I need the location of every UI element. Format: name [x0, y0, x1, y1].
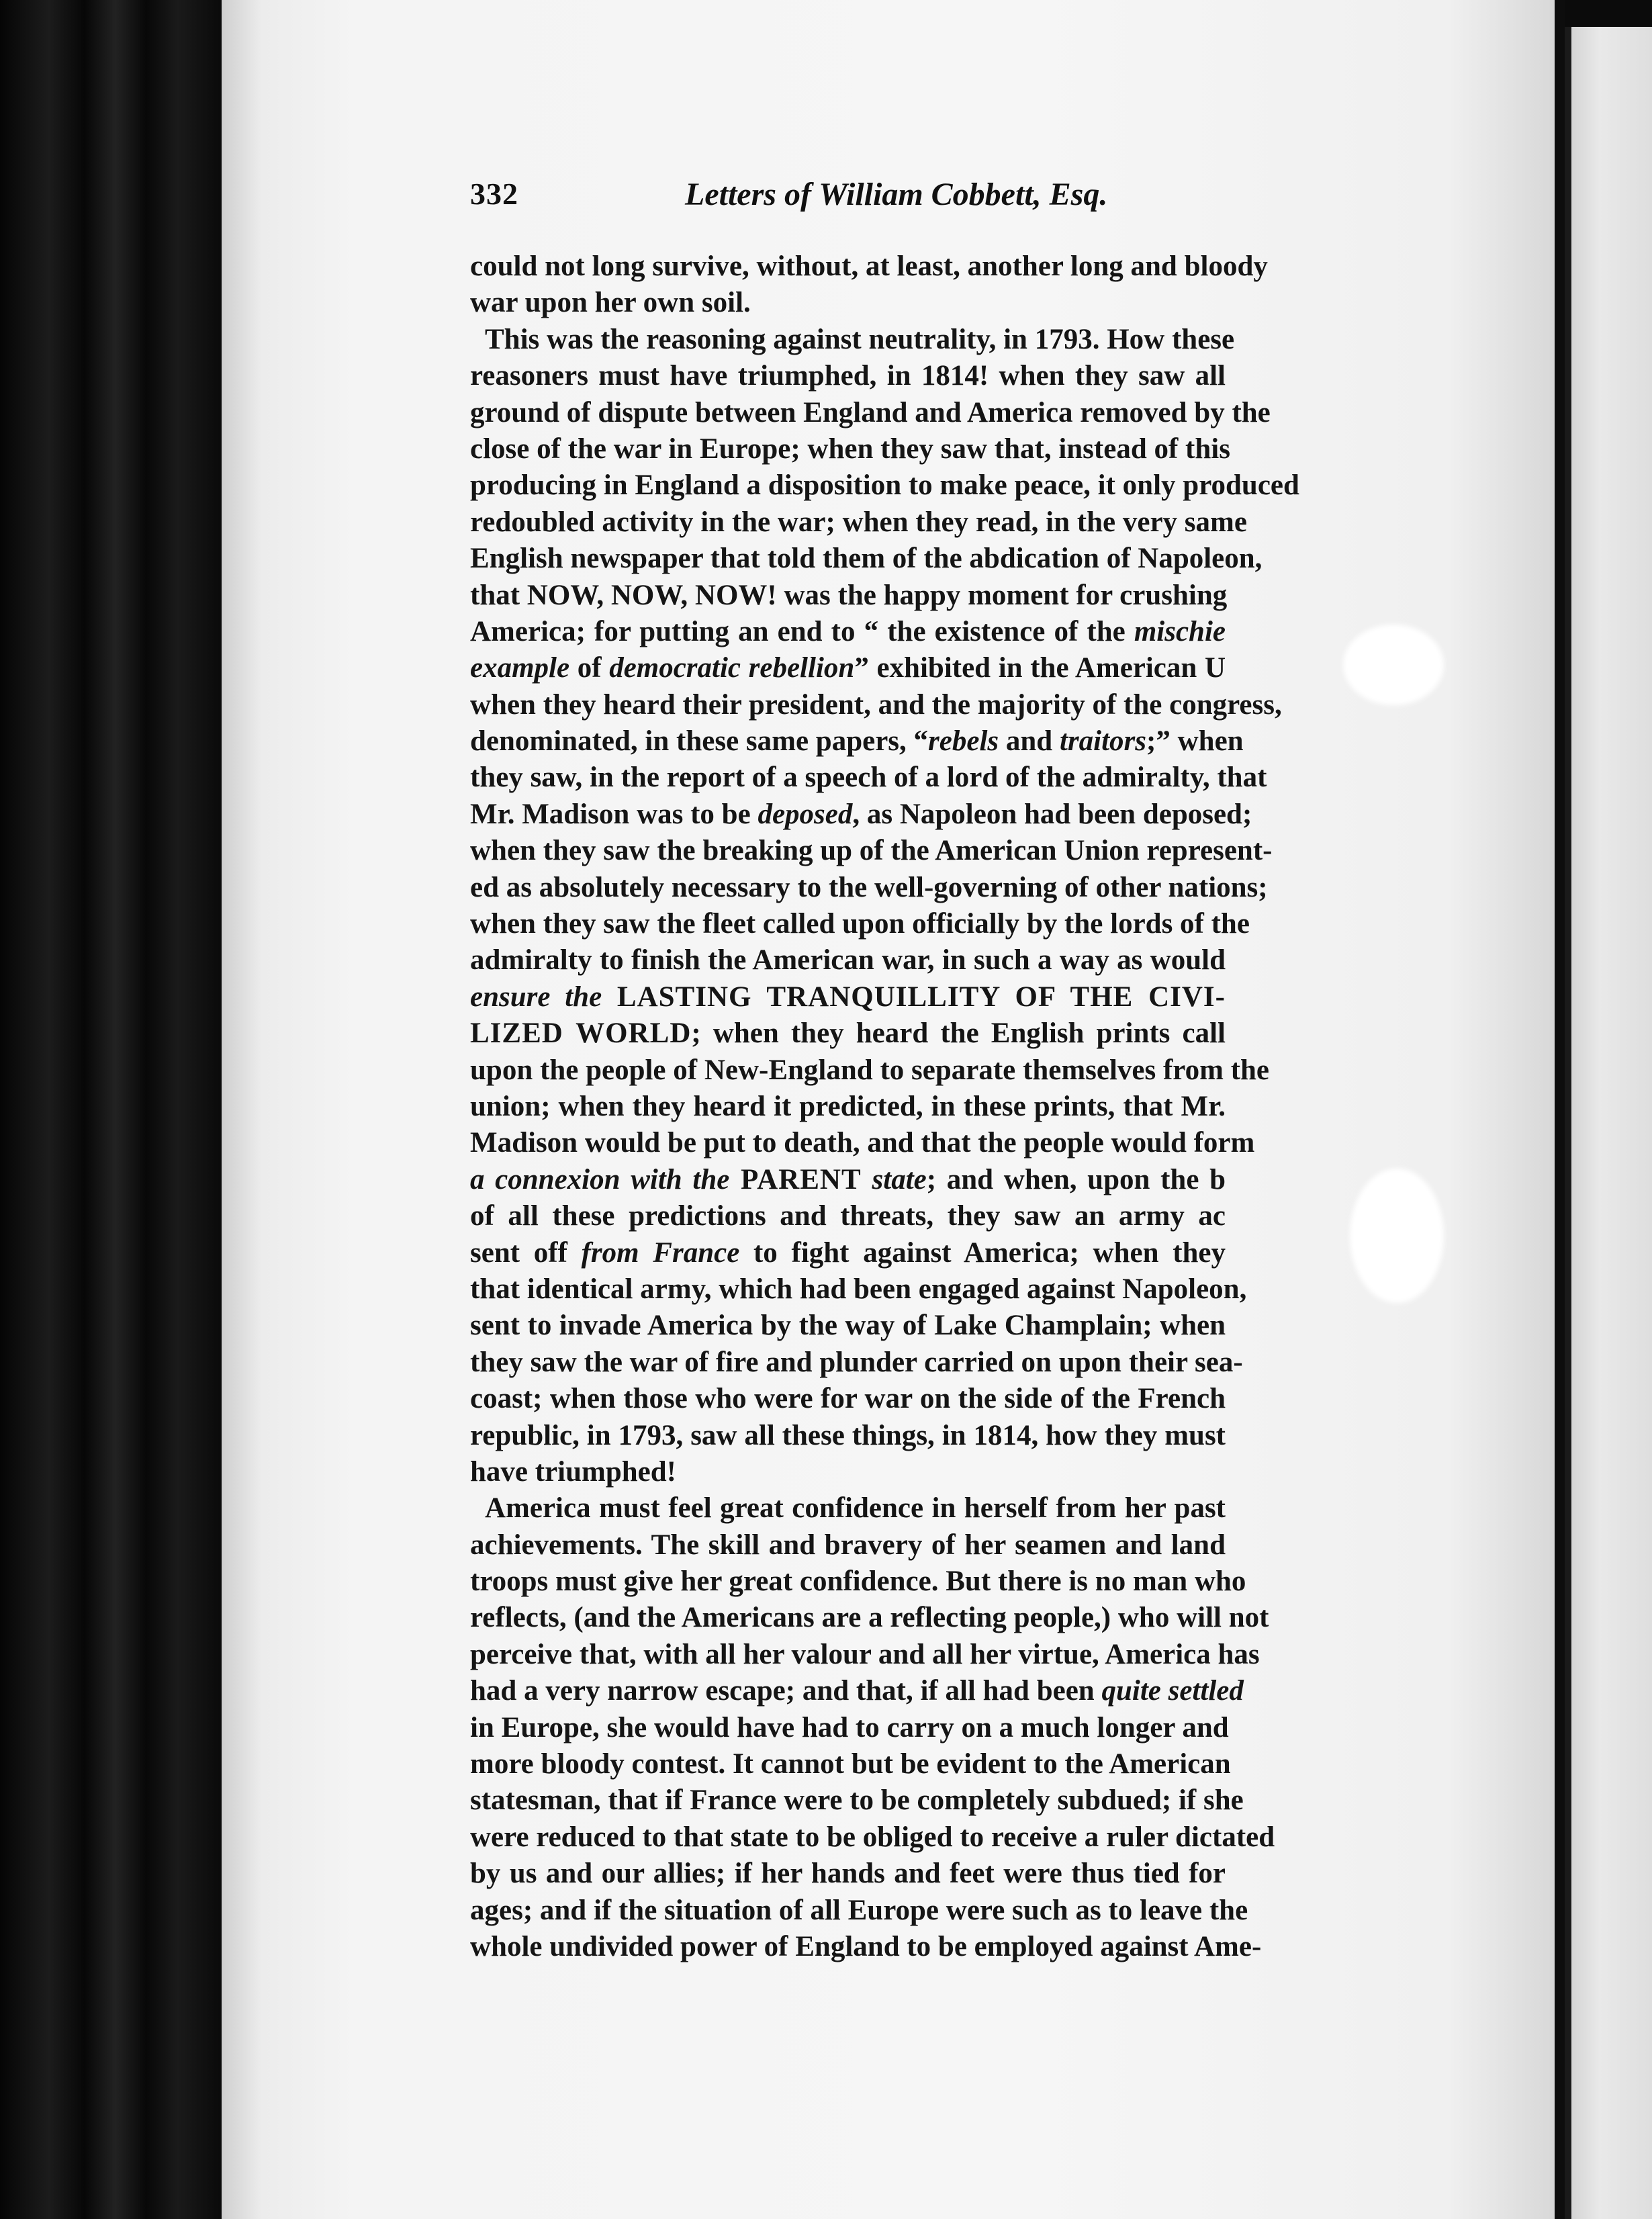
text-run: PARENT [729, 1163, 872, 1195]
text-run: achievements. The skill and bravery of her seamen and land [470, 1529, 1226, 1561]
text-run: producing in England a disposition to make peace, it only produced [470, 469, 1299, 502]
text-line [470, 1308, 1226, 1344]
text-run: ; when they heard the English prints call [691, 1017, 1226, 1050]
text-run: from France [581, 1236, 740, 1269]
text-line [470, 942, 1226, 979]
page-gutter [1555, 0, 1565, 2219]
text-line [470, 1893, 1248, 1929]
text-run: by us and our allies; if her hands and feet were thus tied for [470, 1858, 1226, 1890]
text-run: when they heard their president, and the majority of the congress, [470, 688, 1282, 721]
text-line [470, 833, 1273, 869]
text-line [470, 541, 1263, 577]
text-run: ground of dispute between England and America removed by the [470, 396, 1271, 428]
text-line [470, 285, 1226, 321]
text-run: ;” when [1146, 725, 1244, 758]
text-line [470, 1162, 1226, 1198]
text-line [470, 1564, 1246, 1600]
text-line [470, 1856, 1226, 1892]
text-run: upon the people of New-England to separate themselves from the [470, 1054, 1269, 1086]
text-run: sent to invade America by the way of Lake Champlain; when [470, 1310, 1226, 1342]
text-line [470, 614, 1226, 650]
text-run: statesman, that if France were to be completely subdued; if she [470, 1784, 1244, 1817]
text-line [470, 1052, 1269, 1089]
text-run: war upon her own soil. [470, 287, 751, 319]
text-run: ” exhibited in the American U [854, 652, 1226, 684]
text-line [470, 1271, 1247, 1308]
text-run: when they saw the breaking up of the American Union represent- [470, 835, 1273, 867]
text-line [470, 1235, 1226, 1271]
text-run: of [569, 652, 610, 684]
text-run: ages; and if the situation of all Europe were such as to leave the [470, 1894, 1248, 1926]
text-line [470, 395, 1271, 431]
running-title: Letters of William Cobbett, Esq. [685, 177, 1108, 212]
text-run: state [872, 1163, 927, 1195]
text-run: Madison would be put to death, and that the people would form [470, 1127, 1255, 1159]
text-run: mischie [1134, 615, 1226, 647]
text-run: quite settled [1101, 1675, 1244, 1707]
text-line [470, 1746, 1231, 1782]
text-line [470, 467, 1299, 504]
text-line [470, 1418, 1226, 1454]
text-line [470, 431, 1230, 467]
text-run: that NOW, NOW, NOW! was the happy moment for crushing [470, 579, 1228, 611]
text-run: whole undivided power of England to be employed against Ame- [470, 1930, 1262, 1962]
text-run: example [470, 652, 570, 684]
text-run: LASTING TRANQUILLITY OF THE CIVI- [602, 981, 1226, 1013]
text-run: America; for putting an end to “ the existence of the [470, 615, 1134, 647]
text-line [470, 906, 1250, 942]
text-run: admiralty to finish the American war, in such a way as would [470, 944, 1226, 977]
text-line [470, 1673, 1244, 1709]
text-line [470, 1710, 1229, 1746]
text-run: to fight against America; when they [739, 1236, 1226, 1269]
text-run: they saw, in the report of a speech of a lord of the admiralty, that [470, 762, 1267, 794]
text-run: English newspaper that told them of the abdication of Napoleon, [470, 543, 1263, 575]
text-run: rebels [928, 725, 999, 758]
text-run: and [999, 725, 1060, 758]
text-line [470, 1089, 1226, 1125]
text-line [470, 687, 1282, 723]
text-run: ensure the [470, 981, 602, 1013]
text-line [470, 797, 1252, 833]
text-line [470, 1490, 1226, 1527]
text-line [470, 1125, 1255, 1161]
paper-damage-spot [1350, 1169, 1444, 1303]
text-line [470, 1929, 1262, 1965]
text-run: republic, in 1793, saw all these things, in 1814, how they must [470, 1419, 1226, 1451]
text-line [470, 760, 1267, 796]
text-run: close of the war in Europe; when they saw that, instead of this [470, 433, 1230, 465]
text-line [470, 1198, 1226, 1234]
text-run: in Europe, she would have had to carry on a much longer and [470, 1711, 1229, 1744]
text-line [470, 979, 1226, 1015]
text-run: could not long survive, without, at least, another long and bloody [470, 251, 1268, 282]
text-run: This was the reasoning against neutrality, in 1793. How these [485, 323, 1235, 355]
text-line [470, 1782, 1244, 1819]
text-run: democratic rebellion [609, 652, 855, 684]
text-line [470, 1015, 1226, 1052]
text-run: more bloody contest. It cannot but be evident to the American [470, 1748, 1231, 1780]
paper-damage-spot [1343, 625, 1444, 705]
text-line [470, 248, 1268, 285]
text-run: traitors [1059, 725, 1147, 758]
text-line [470, 578, 1226, 614]
page-number: 332 [470, 177, 518, 211]
text-line [470, 1600, 1269, 1636]
text-run: America must feel great confidence in herself from her past [485, 1492, 1226, 1525]
page-header [470, 176, 1226, 230]
text-line [470, 1381, 1226, 1417]
book-binding [0, 0, 222, 2219]
text-run: were reduced to that state to be obliged to receive a ruler dictated [470, 1821, 1275, 1853]
text-run: perceive that, with all her valour and all her virtue, America has [470, 1638, 1260, 1670]
text-line [470, 1454, 1226, 1490]
text-run: when they saw the fleet called upon officially by the lords of the [470, 908, 1250, 940]
text-run: reasoners must have triumphed, in 1814! when they saw all [470, 360, 1226, 392]
text-run: that identical army, which had been engaged against Napoleon, [470, 1273, 1247, 1305]
text-line [470, 1637, 1260, 1673]
text-run: sent off [470, 1236, 582, 1269]
text-run: had a very narrow escape; and that, if all had been [470, 1675, 1102, 1707]
text-run: of all these predictions and threats, they saw an army ac [470, 1200, 1226, 1232]
text-run: troops must give her great confidence. But there is no man who [470, 1566, 1246, 1598]
text-run: they saw the war of fire and plunder carried on upon their sea- [470, 1346, 1243, 1378]
text-line [470, 358, 1226, 394]
text-line [470, 650, 1226, 686]
text-line [470, 870, 1268, 906]
text-run: ed as absolutely necessary to the well-governing of other nations; [470, 871, 1268, 903]
text-run: have triumphed! [470, 1455, 676, 1488]
text-line [470, 504, 1247, 541]
body-text [470, 248, 1299, 1965]
text-run: union; when they heard it predicted, in these prints, that Mr. [470, 1090, 1226, 1122]
text-line [470, 1345, 1243, 1381]
text-run: a connexion with the [470, 1163, 730, 1195]
text-run: LIZED WORLD [470, 1017, 692, 1050]
text-line [470, 723, 1244, 760]
next-page-edge [1565, 27, 1652, 2219]
text-run: coast; when those who were for war on the side of the French [470, 1383, 1226, 1415]
text-run: denominated, in these same papers, “ [470, 725, 929, 758]
text-run: , as Napoleon had been deposed; [852, 798, 1252, 830]
text-run: redoubled activity in the war; when they read, in the very same [470, 506, 1247, 538]
text-run: deposed [758, 798, 853, 830]
text-run: reflects, (and the Americans are a reflecting people,) who will not [470, 1602, 1269, 1634]
text-line [470, 322, 1235, 358]
text-run: Mr. Madison was to be [470, 798, 758, 830]
text-line [470, 1819, 1275, 1856]
text-run: ; and when, upon the b [926, 1163, 1226, 1195]
text-line [470, 1527, 1226, 1564]
